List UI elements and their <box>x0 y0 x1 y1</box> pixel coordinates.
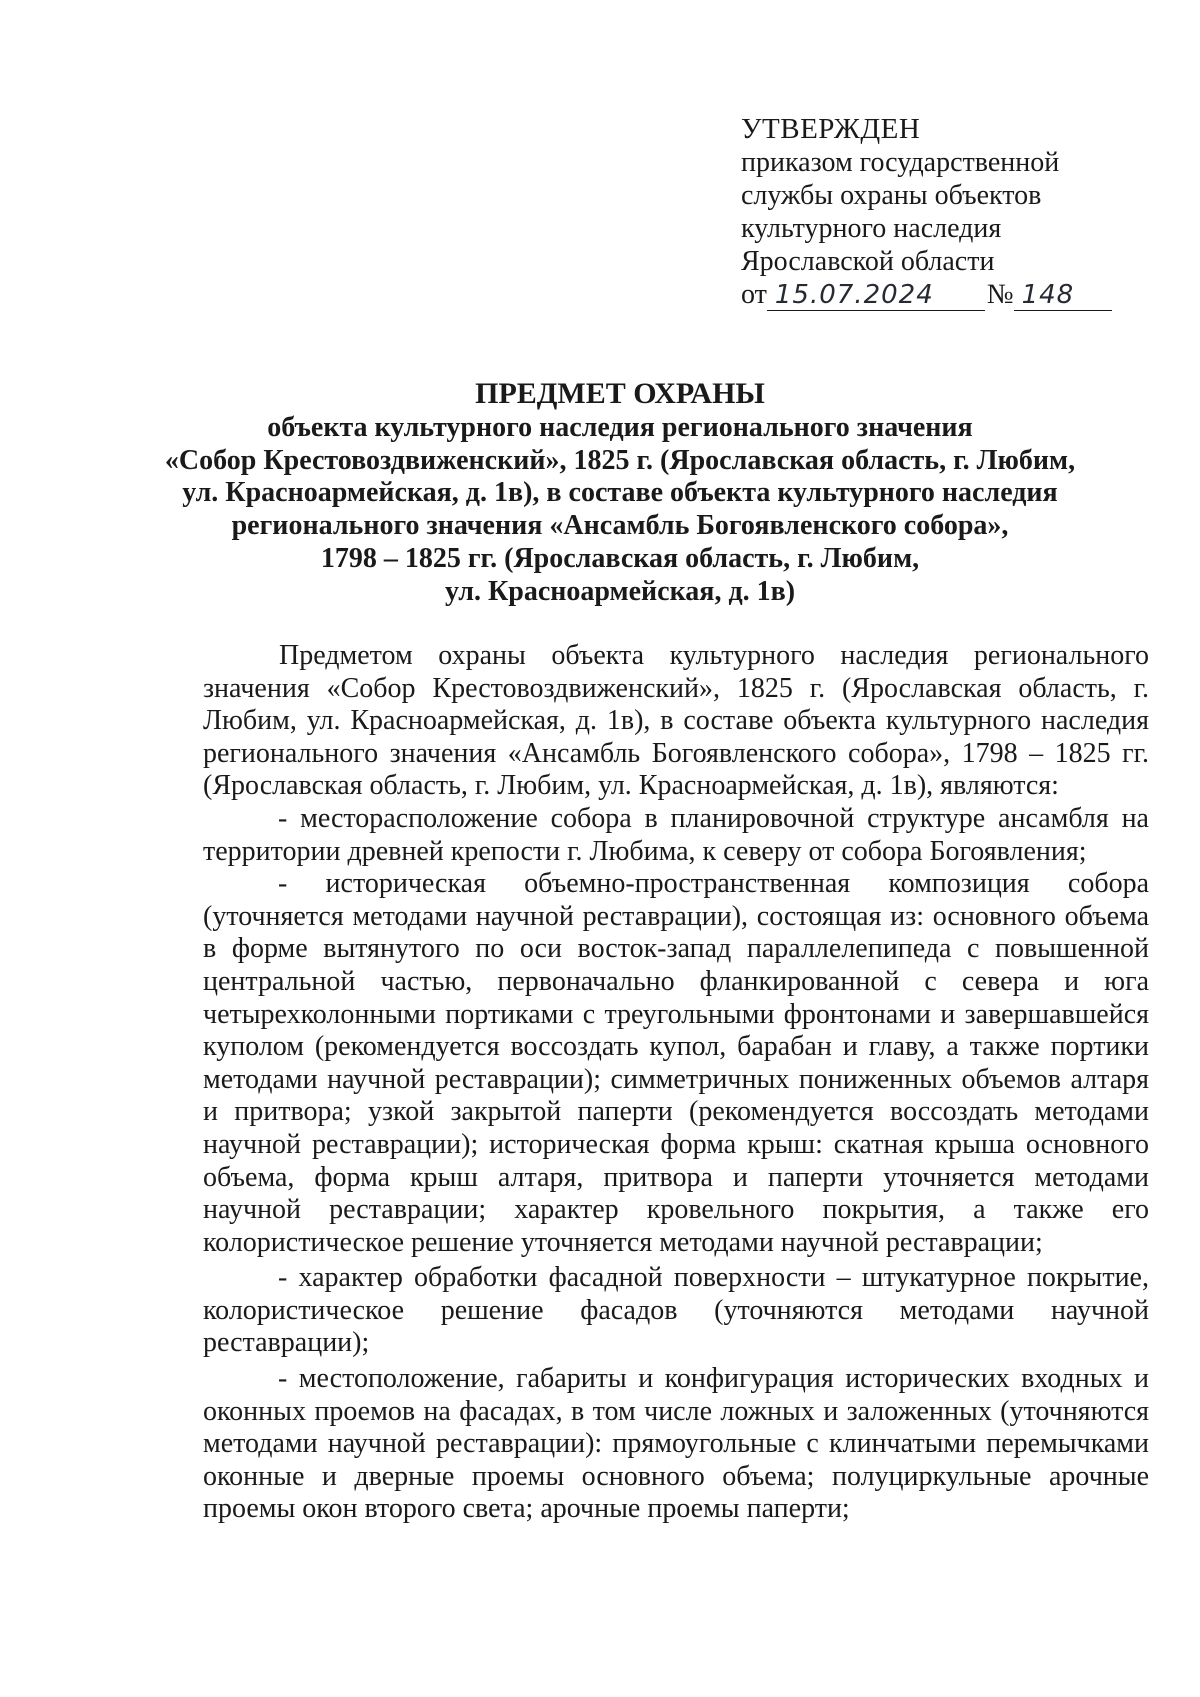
title-line: «Собор Крестовоздвиженский», 1825 г. (Ярославская область, г. Любим, <box>164 444 1076 476</box>
protection-item: - характер обработки фасадной поверхности – штукатурное покрытие, колористическое решение фасадов (уточняются методами научной реставрации); <box>203 1262 1149 1359</box>
protection-item: - месторасположение собора в планировочной структуре ансамбля на территории древней крепости г. Любима, к северу от собора Богоявления; <box>203 802 1149 867</box>
document-title-block <box>120 378 1120 609</box>
document-body <box>203 640 1149 1526</box>
protection-item: - историческая объемно-пространственная композиция собора (уточняется методами научной реставрации), состоящая из: основного объема в форме вытянутого по оси восток-запад параллелепипеда с повышенной центральной частью, первоначально фланкированной с севера и юга четырехколонными портиками с треугольными фронтонами и завершавшейся куполом (рекомендуется воссоздать купол, барабан и главу, а также портики методами научной реставрации); симметричных пониженных объемов алтаря и притвора; узкой закрытой паперти (рекомендуется воссоздать методами научной реставрации); историческая форма крыш: скатная крыша основного объема, форма крыш алтаря, притвора и паперти уточняется методами научной реставрации; характер кровельного покрытия, а также его колористическое решение уточняется методами научной реставрации; <box>203 868 1149 1258</box>
date-prefix: от <box>741 279 767 310</box>
handwritten-order-date: 15.07.2024 <box>767 280 985 311</box>
title-line: ул. Красноармейская, д. 1в), в составе объекта культурного наследия <box>182 477 1058 509</box>
approval-line: службы охраны объектов <box>741 180 1042 211</box>
title-line: регионального значения «Ансамбль Богоявленского собора», <box>231 510 1009 542</box>
title-line: объекта культурного наследия регионального значения <box>267 411 973 443</box>
protection-item: - местоположение, габариты и конфигурация исторических входных и оконных проемов на фасадах, в том числе ложных и заложенных (уточняются методами научной реставрации): прямоугольные с клинчатыми перемычками оконные и дверные проемы основного объема; полуциркульные арочные проемы окон второго света; арочные проемы паперти; <box>203 1363 1149 1525</box>
handwritten-order-number: 148 <box>1014 280 1112 311</box>
intro-paragraph: Предметом охраны объекта культурного наследия регионального значения «Собор Крестовоздвиженский», 1825 г. (Ярославская область, г. Любим, ул. Красноармейская, д. 1в), в составе объекта культурного наследия регионального значения «Ансамбль Богоявленского собора», 1798 – 1825 гг. (Ярославская область, г. Любим, ул. Красноармейская, д. 1в), являются: <box>203 640 1149 802</box>
approval-line: приказом государственной <box>741 147 1060 178</box>
approval-block <box>741 113 1141 311</box>
title-line: ул. Красноармейская, д. 1в) <box>444 575 796 607</box>
document-title: ПРЕДМЕТ ОХРАНЫ <box>475 377 765 410</box>
approval-heading: УТВЕРЖДЕН <box>741 113 921 145</box>
title-line: 1798 – 1825 гг. (Ярославская область, г. Любим, <box>320 542 920 574</box>
approval-line: культурного наследия <box>741 213 1002 244</box>
approval-line: Ярославской области <box>741 246 995 277</box>
order-date-number-line <box>741 278 1141 311</box>
number-label: № <box>986 279 1014 310</box>
